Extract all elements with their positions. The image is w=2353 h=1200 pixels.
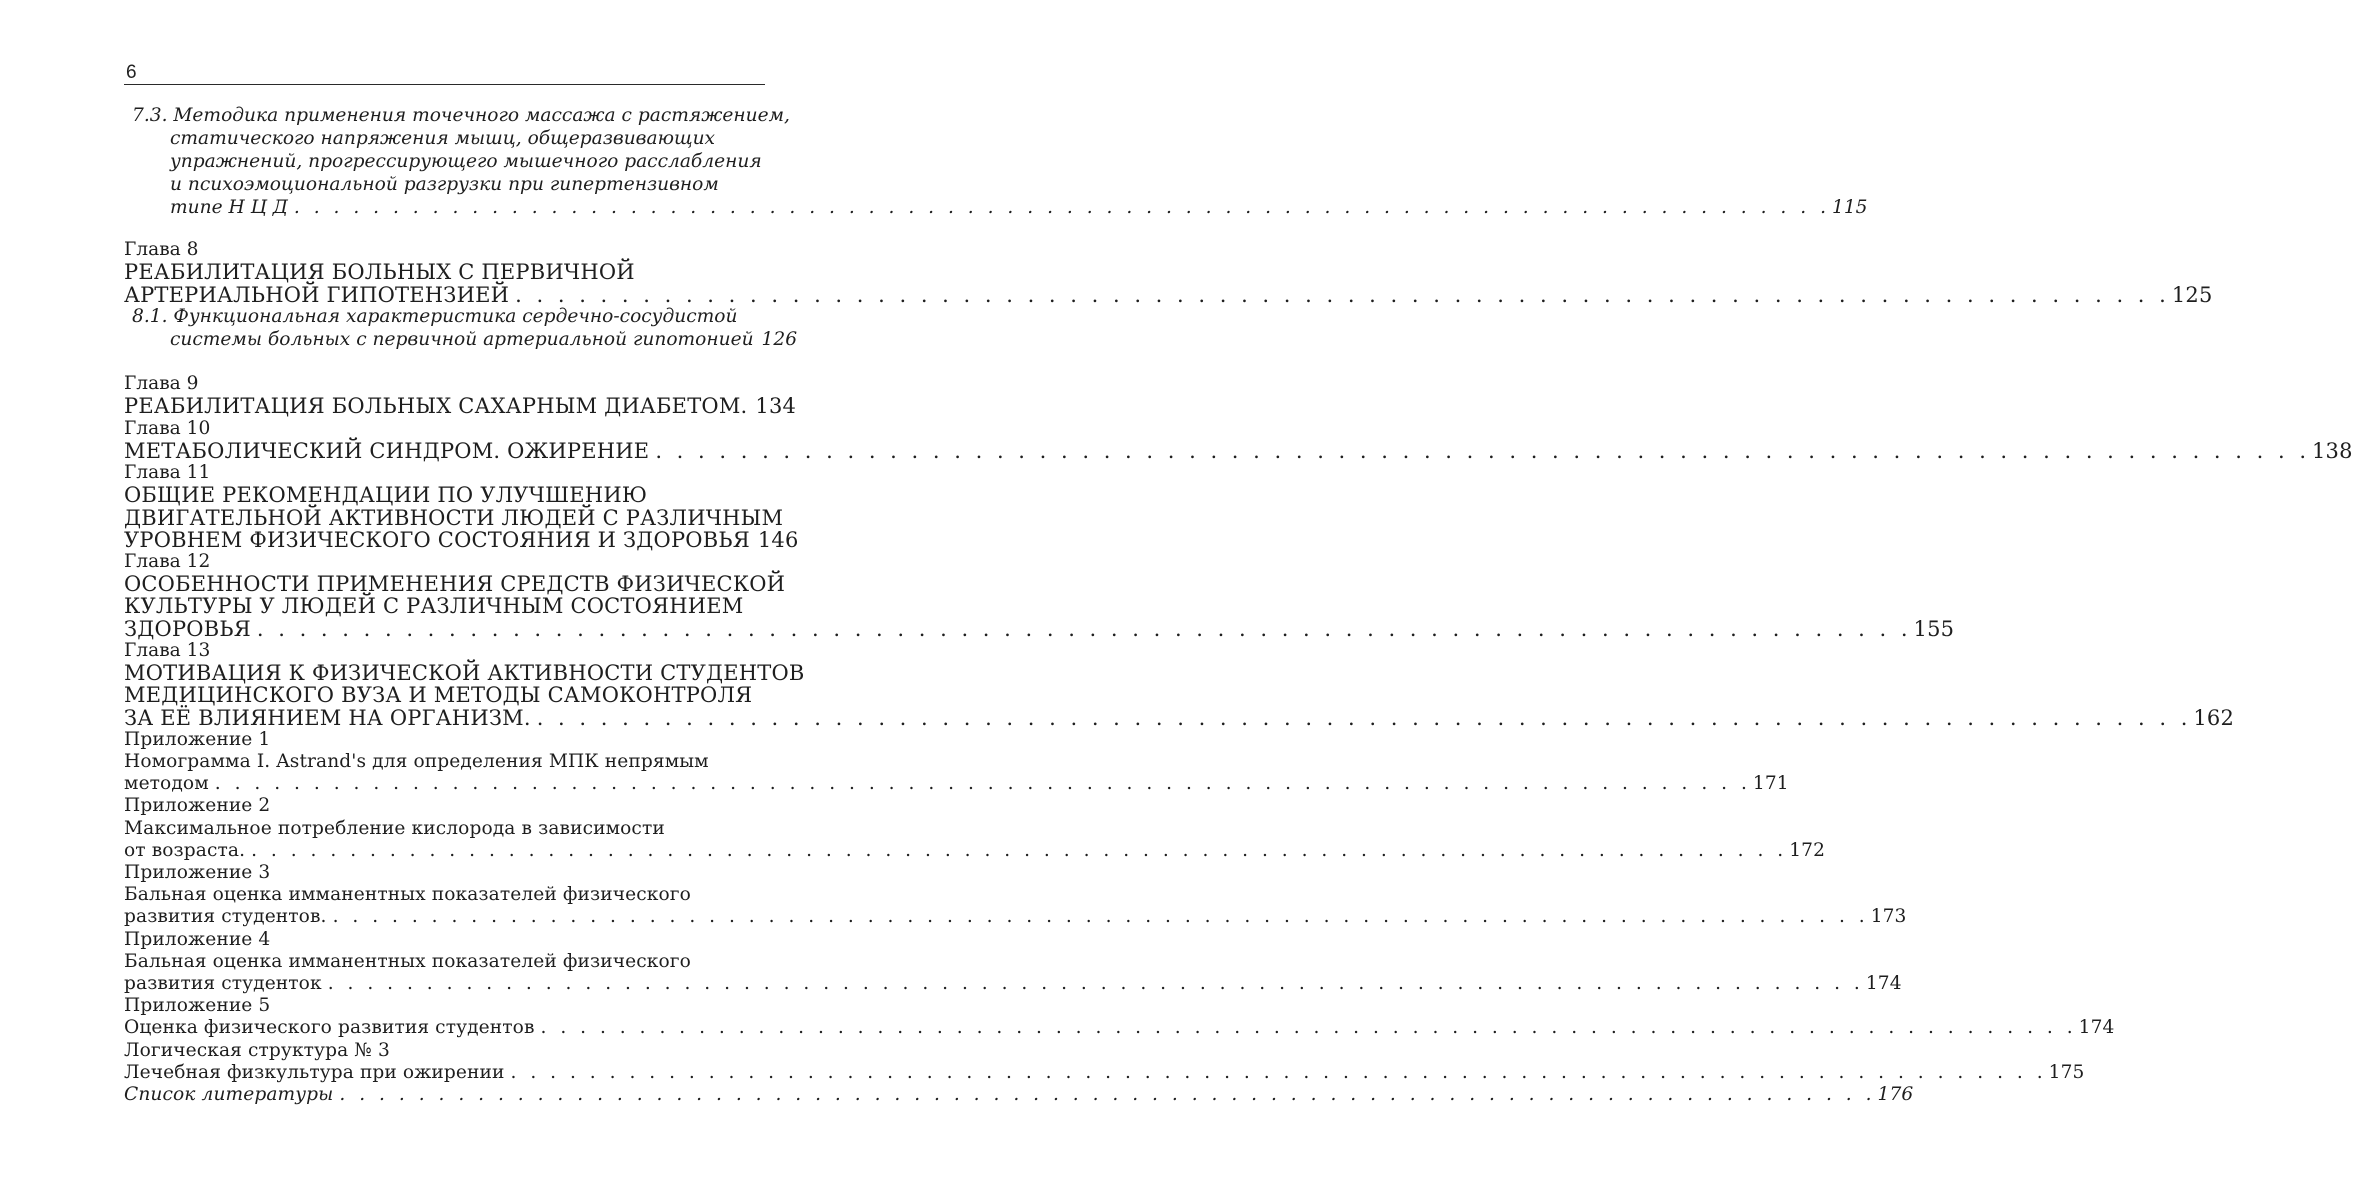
page-ref: 155 xyxy=(1913,617,1955,641)
leader-dots: . . . . . . . . . . . . . . . . . . . . . . . . . . . . . . . . . . . . . . . . . . . . . . . . . . . . . . . . . . . . . . . . . . . . . . . . . . . . . . xyxy=(510,1062,2047,1083)
chapter-label: Глава 13 xyxy=(124,640,211,661)
page-ref: 173 xyxy=(1870,906,1907,927)
chapter-title-line: ДВИГАТЕЛЬНОЙ АКТИВНОСТИ ЛЮДЕЙ С РАЗЛИЧНЫМ xyxy=(124,506,784,530)
appendix-title-line: Бальная оценка имманентных показателей физического xyxy=(124,884,691,905)
chapter-title-line: РЕАБИЛИТАЦИЯ БОЛЬНЫХ С ПЕРВИЧНОЙ xyxy=(124,260,635,284)
entry-title: Оценка физического развития студентов xyxy=(124,1017,535,1038)
leader-dots: . . . . . . . . . . . . . . . . . . . . . . . . . . . . . . . . . . . . . . . . . . . . . . . . . . . . . . . . . . . . . . . . . . . . . . . . . . . . . . xyxy=(332,906,1869,927)
page-ref: 162 xyxy=(2193,706,2235,730)
page-ref: 174 xyxy=(2078,1017,2115,1038)
entry-title: системы больных с первичной артериальной гипотонией xyxy=(170,329,754,350)
chapter-title-line: МОТИВАЦИЯ К ФИЗИЧЕСКОЙ АКТИВНОСТИ СТУДЕНТОВ xyxy=(124,661,805,685)
toc-section-7-3-line2: статического напряжения мышц, общеразвивающих xyxy=(170,128,716,149)
header-rule xyxy=(124,84,765,85)
chapter-title-line: ОСОБЕННОСТИ ПРИМЕНЕНИЯ СРЕДСТВ ФИЗИЧЕСКОЙ xyxy=(124,572,786,596)
page-ref: 134 xyxy=(755,394,797,418)
chapter-label: Глава 9 xyxy=(124,373,199,394)
leader-dots: . . . . . . . . . . . . . . . . . . . . . . . . . . . . . . . . . . . . . . . . . . . . . . . . . . . . . . . . . . . . . . . . . . . . . . . . . . . . . . xyxy=(540,1017,2077,1038)
page-ref: 115 xyxy=(1832,197,1868,218)
page-ref: 126 xyxy=(761,329,798,350)
leader-dots: . . . . . . . . . . . . . . . . . . . . . . . . . . . . . . . . . . . . . . . . . . . . . . . . . . . . . . . . . . . . . . . . . . . . . . . . . . . . . . xyxy=(251,840,1788,861)
appendix-label: Приложение 1 xyxy=(124,729,271,750)
toc-entry-section-7-3[interactable] xyxy=(170,196,1868,220)
toc-entry-bibliography[interactable] xyxy=(124,1083,1914,1107)
chapter-label: Глава 11 xyxy=(124,462,211,483)
appendix-label: Приложение 5 xyxy=(124,995,271,1016)
leader-dots: . . . . . . . . . . . . . . . . . . . . . . . . . . . . . . . . . . . . . . . . . . . . . . . . . . . . . . . . . . . . . . . . . . . . . . . . . . . . . . xyxy=(256,617,1912,641)
toc-entry-appendix-4[interactable] xyxy=(124,972,1902,996)
leader-dots: . . . . . . . . . . . . . . . . . . . . . . . . . . . . . . . . . . . . . . . . . . . . . . . . . . . . . . . . . . . . . . . . . . . . . . . . . . . . . . xyxy=(293,197,1830,218)
leader-dots: . . . . . . . . . . . . . . . . . . . . . . . . . . . . . . . . . . . . . . . . . . . . . . . . . . . . . . . . . . . . . . . . . . . . . . . . . . . . . . xyxy=(655,439,2310,463)
toc-entry-chapter-10[interactable] xyxy=(124,439,2353,463)
toc-entry-chapter-9[interactable] xyxy=(124,394,797,418)
entry-title: ЗА ЕЁ ВЛИЯНИЕМ НА ОРГАНИЗМ. xyxy=(124,706,531,730)
page-ref: 171 xyxy=(1752,773,1789,794)
toc-entry-logical-structure[interactable] xyxy=(124,1061,2085,1085)
entry-title: от возраста. xyxy=(124,840,246,861)
entry-title: МЕТАБОЛИЧЕСКИЙ СИНДРОМ. ОЖИРЕНИЕ xyxy=(124,439,650,463)
entry-title: АРТЕРИАЛЬНОЙ ГИПОТЕНЗИЕЙ xyxy=(124,283,510,307)
page-ref: 138 xyxy=(2312,439,2353,463)
entry-title: развития студентов. xyxy=(124,906,327,927)
toc-entry-appendix-3[interactable] xyxy=(124,905,1907,929)
page-ref: 174 xyxy=(1865,973,1902,994)
page-ref: 125 xyxy=(2171,283,2213,307)
appendix-label: Приложение 3 xyxy=(124,862,271,883)
toc-entry-chapter-12[interactable] xyxy=(124,617,1955,641)
page-number: 6 xyxy=(126,62,137,83)
toc-section-7-3-line3: упражнений, прогрессирующего мышечного расслабления xyxy=(170,151,762,172)
chapter-label: Глава 8 xyxy=(124,239,199,260)
leader-dots: . . . . . . . . . . . . . . . . . . . . . . . . . . . . . . . . . . . . . . . . . . . . . . . . . . . . . . . . . . . . . . . . . . . . . . . . . . . . . . xyxy=(327,973,1864,994)
page-ref: 172 xyxy=(1789,840,1826,861)
page-ref: 146 xyxy=(757,528,799,552)
appendix-title-line: Максимальное потребление кислорода в зависимости xyxy=(124,818,665,839)
entry-title: УРОВНЕМ ФИЗИЧЕСКОГО СОСТОЯНИЯ И ЗДОРОВЬЯ xyxy=(124,528,750,552)
toc-section-7-3-line1: 7.3. Методика применения точечного массажа с растяжением, xyxy=(132,105,790,126)
entry-title: РЕАБИЛИТАЦИЯ БОЛЬНЫХ САХАРНЫМ ДИАБЕТОМ. xyxy=(124,394,748,418)
chapter-label: Глава 10 xyxy=(124,418,211,439)
appendix-title-line: Номограмма I. Astrand's для определения МПК непрямым xyxy=(124,751,709,772)
page-ref: 175 xyxy=(2048,1062,2085,1083)
entry-title: типе Н Ц Д xyxy=(170,197,288,218)
toc-entry-appendix-2[interactable] xyxy=(124,839,1826,863)
entry-title: Лечебная физкультура при ожирении xyxy=(124,1062,505,1083)
toc-entry-section-8-1[interactable] xyxy=(170,328,798,352)
toc-section-8-1-line1: 8.1. Функциональная характеристика сердечно-сосудистой xyxy=(132,306,738,327)
toc-entry-chapter-11[interactable] xyxy=(124,528,799,552)
chapter-title-line: ОБЩИЕ РЕКОМЕНДАЦИИ ПО УЛУЧШЕНИЮ xyxy=(124,483,648,507)
appendix-title-line: Бальная оценка имманентных показателей физического xyxy=(124,951,691,972)
entry-title: ЗДОРОВЬЯ xyxy=(124,617,251,641)
toc-entry-appendix-1[interactable] xyxy=(124,772,1789,796)
appendix-label: Приложение 2 xyxy=(124,795,271,816)
chapter-label: Глава 12 xyxy=(124,551,211,572)
leader-dots: . . . . . . . . . . . . . . . . . . . . . . . . . . . . . . . . . . . . . . . . . . . . . . . . . . . . . . . . . . . . . . . . . . . . . . . . . . . . . . xyxy=(515,283,2170,307)
entry-title: методом xyxy=(124,773,209,794)
chapter-title-line: МЕДИЦИНСКОГО ВУЗА И МЕТОДЫ САМОКОНТРОЛЯ xyxy=(124,683,753,707)
toc-section-7-3-line4: и психоэмоциональной разгрузки при гипертензивном xyxy=(170,174,719,195)
logical-structure-label: Логическая структура № 3 xyxy=(124,1040,390,1061)
entry-title: развития студенток xyxy=(124,973,322,994)
chapter-title-line: КУЛЬТУРЫ У ЛЮДЕЙ С РАЗЛИЧНЫМ СОСТОЯНИЕМ xyxy=(124,594,744,618)
page-ref: 176 xyxy=(1877,1084,1914,1105)
leader-dots: . . . . . . . . . . . . . . . . . . . . . . . . . . . . . . . . . . . . . . . . . . . . . . . . . . . . . . . . . . . . . . . . . . . . . . . . . . . . . . xyxy=(536,706,2192,730)
appendix-label: Приложение 4 xyxy=(124,929,271,950)
entry-title: Список литературы xyxy=(124,1084,334,1105)
toc-entry-appendix-5[interactable] xyxy=(124,1016,2115,1040)
leader-dots: . . . . . . . . . . . . . . . . . . . . . . . . . . . . . . . . . . . . . . . . . . . . . . . . . . . . . . . . . . . . . . . . . . . . . . . . . . . . . . xyxy=(214,773,1751,794)
toc-entry-chapter-8[interactable] xyxy=(124,283,2213,307)
leader-dots: . . . . . . . . . . . . . . . . . . . . . . . . . . . . . . . . . . . . . . . . . . . . . . . . . . . . . . . . . . . . . . . . . . . . . . . . . . . . . . xyxy=(339,1084,1876,1105)
toc-entry-chapter-13[interactable] xyxy=(124,706,2235,730)
